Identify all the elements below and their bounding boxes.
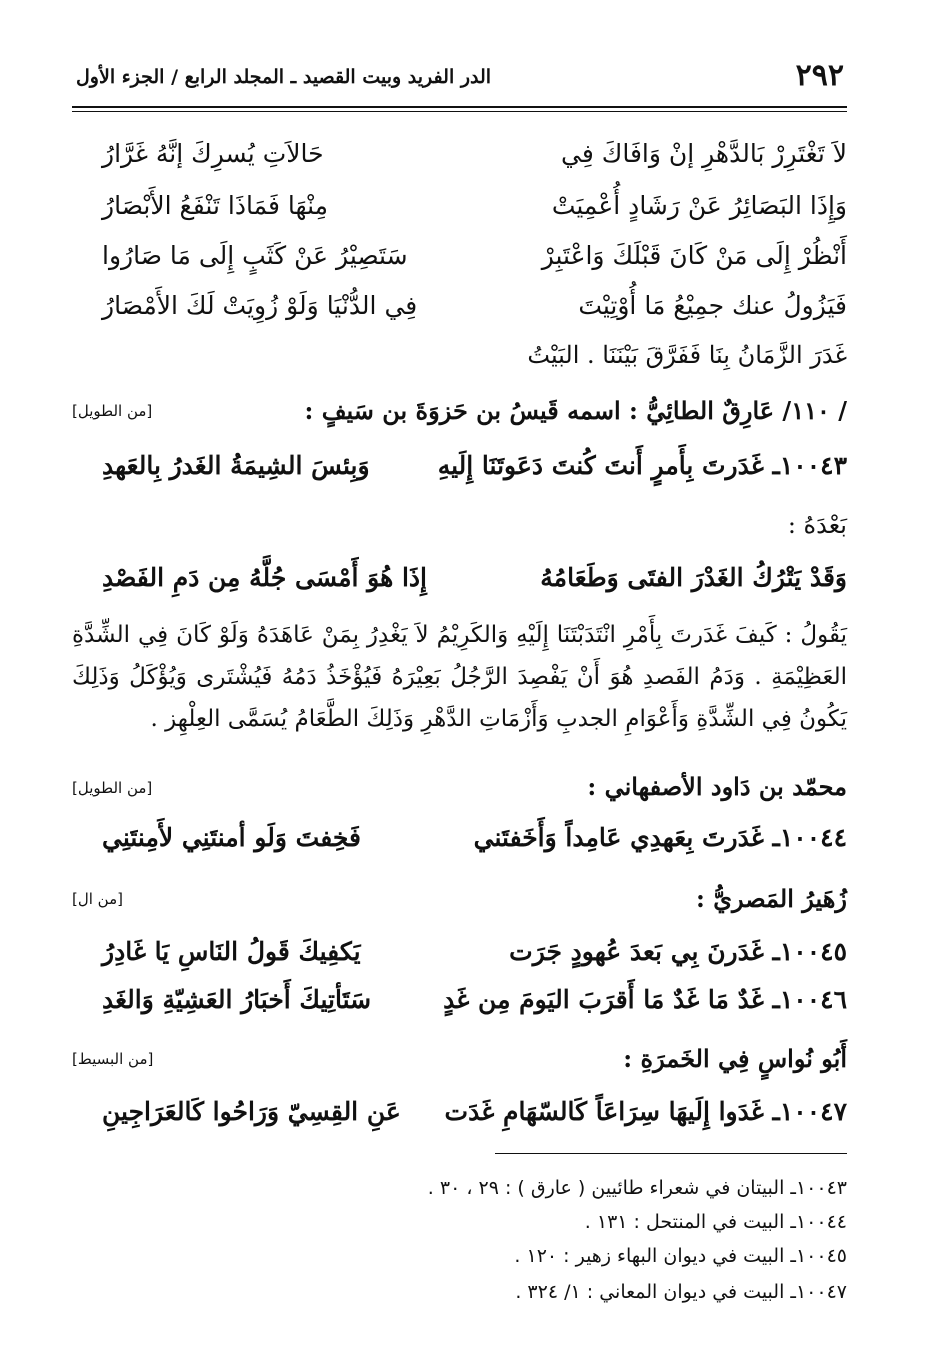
verse-row <box>72 230 847 282</box>
commentary-paragraph: يَقُولُ : كَيفَ غَدَرتَ بِأَمْرِ انْتَدَبْتَنَا إِلَيْهِ وَالكَرِيْمُ لاَ يَغْدِرُ بِمَنْ عَاهَدَهُ وَلَوْ كَانَ فِي الشِّدَّةِ العَظِيْمَةِ . وَدَمُ الفَصدِ هُوَ أَنْ يَفْصِدَ الرَّجُلُ بَعِيْرَهُ فَيُؤْخَذُ دَمُهُ فَيُشْتَرى وَيُؤْكَلُ وَذَلِكَ يَكُونُ فِي الشِّدَّةِ وَأَعْوَامِ الجدبِ وَأَزْمَاتِ الدَّهْرِ وَذَلِكَ الطَّعَامُ يُسَمَّى العِلْهِز . <box>72 622 847 732</box>
verse-second-hemistich: سَتَصِيْرُ عَنْ كَثَبٍ إِلَى مَا صَارُوا <box>102 241 408 270</box>
header-rule <box>72 106 847 108</box>
verse-first-hemistich: وَقَدْ يَتْرُكُ الغَدْرَ الفتَى وَطَعَامُهُ <box>540 563 847 592</box>
verse-row <box>72 128 847 180</box>
verse-second-hemistich: سَتَأتِيكَ أَخبَارُ العَشِيّةِ وَالغَدِ <box>102 985 372 1014</box>
verse-first-hemistich: ١٠٠٤٦ـ غَدٌ مَا غَدٌ مَا أَقرَبَ اليَومَ مِن غَدٍ <box>443 985 847 1014</box>
header-rule-thin <box>72 111 847 112</box>
meter-label: [من الطويل] <box>72 779 153 797</box>
verse-row <box>72 926 847 978</box>
verse-row <box>72 440 847 492</box>
verse-row <box>72 280 847 332</box>
verse-first-hemistich: وَإِذَا البَصَائِرُ عَنْ رَشَادٍ أُعْمِيَتْ <box>551 191 847 220</box>
footnote-rule <box>495 1153 847 1154</box>
meter-label: [من البسيط] <box>72 1050 154 1068</box>
verse-first-hemistich: فَيَزُولُ عنك جمِيْعُ مَا أُوْتِيْتَ <box>578 291 847 320</box>
verse-first-hemistich: ١٠٠٤٤ـ غَدَرتَ بِعَهدِي عَامِداً وَأَخَفتَني <box>473 823 847 852</box>
section-heading: أَبُو نُواسٍ فِي الخَمرَةِ : <box>623 1044 847 1073</box>
running-header-title: الدر الفريد وبيت القصيد ـ المجلد الرابع / الجزء الأول <box>76 66 492 88</box>
verse-continuation: بَعْدَهُ : <box>787 511 847 539</box>
verse-second-hemistich: فِي الدُّنْيَا وَلَوْ زُوِيَتْ لَكَ الأَمْصَارُ <box>102 291 418 320</box>
verse-first-hemistich: لاَ تَغْتَرِرْ بَالدَّهْرِ إنْ وَافَاكَ فِي <box>561 139 847 168</box>
verse-second-hemistich: عَنِ القِسِيّ وَرَاحُوا كَالعَرَاجِينِ <box>102 1097 401 1126</box>
meter-label: [من الطويل] <box>72 402 153 420</box>
verse-second-hemistich: حَالاَتِ يُسرِكَ إنَّهُ غَرَّارُ <box>102 139 324 168</box>
section-heading: / ١١٠/ عَارِقٌ الطائِيُّ : اسمه قَيسُ بن حَزوَةَ بن سَيفٍ : <box>304 396 847 425</box>
verse-second-hemistich: إِذَا هُوَ أَمْسَى جُلَّهُ مِن دَمِ الفَصْدِ <box>102 563 427 592</box>
verse-second-hemistich: مِنْهَا فَمَاذَا تَنْفَعُ الأَبْصَارُ <box>102 191 329 220</box>
verse-first-hemistich: ١٠٠٤٧ـ غَدَوا إِلَيهَا سِرَاعَاً كَالسّهَامِ غَدَت <box>444 1097 847 1126</box>
verse-row <box>72 180 847 232</box>
footnote: ١٠٠٤٣ـ البيتان في شعراء طائيين ( عارق ) : ٢٩ ، ٣٠ . <box>427 1177 847 1199</box>
footnote: ١٠٠٤٥ـ البيت في ديوان البهاء زهير : ١٢٠ . <box>514 1245 847 1267</box>
verse-first-hemistich: أَنْظُرْ إِلَى مَنْ كَانَ قَبْلَكَ وَاعْتَبِرْ <box>541 241 847 270</box>
verse-second-hemistich: يَكفِيكَ قَولُ النَاسِ يَا غَادِرُ <box>102 937 361 966</box>
verse-second-hemistich: فَخِفتَ وَلَو أمنتَنِي لأَمِنتَنِي <box>102 823 361 852</box>
page-number: ٢٩٢ <box>795 58 844 93</box>
section-heading: زُهَيرُ المَصريُّ : <box>696 884 847 913</box>
verse-second-hemistich: وَبِئسَ الشِيمَةُ الغَدرُ بِالعَهدِ <box>102 451 370 480</box>
verse-row <box>72 552 847 604</box>
verse-row <box>72 974 847 1026</box>
verse-row <box>72 812 847 864</box>
verse-tail: غَدَرَ الزَّمَانُ بِنَا فَفَرَّقَ بَيْنَنَا . البَيْتُ <box>527 341 847 369</box>
verse-row <box>72 1086 847 1138</box>
verse-first-hemistich: ١٠٠٤٥ـ غَدَرنَ بِي بَعدَ عُهودٍ جَرَت <box>509 937 847 966</box>
footnote: ١٠٠٤٧ـ البيت في ديوان المعاني : ١/ ٣٢٤ . <box>515 1281 847 1303</box>
footnote: ١٠٠٤٤ـ البيت في المنتحل : ١٣١ . <box>584 1211 847 1233</box>
meter-label: [من ال] <box>72 890 123 908</box>
verse-first-hemistich: ١٠٠٤٣ـ غَدَرتَ بِأَمرٍ أَنتَ كُنتَ دَعَوتَنَا إِلَيهِ <box>437 451 847 480</box>
section-heading: محمّد بن دَاود الأصفهاني : <box>587 772 847 801</box>
